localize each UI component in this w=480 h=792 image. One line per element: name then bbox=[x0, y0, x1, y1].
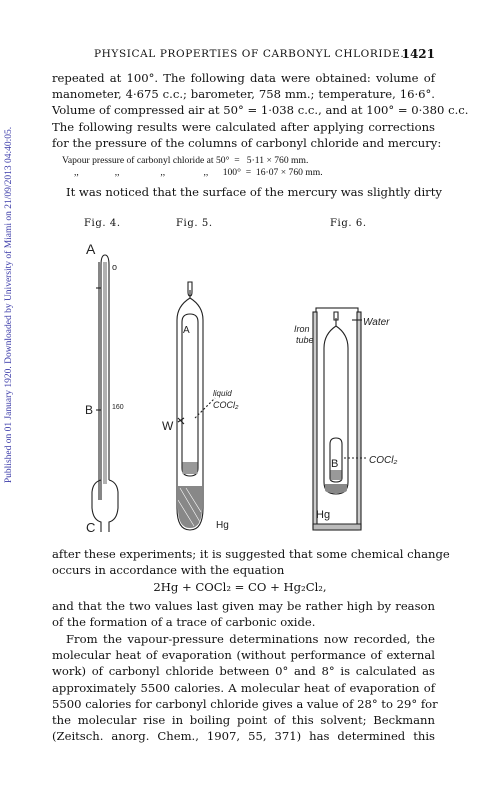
fig4-label-B: B bbox=[85, 403, 94, 417]
text-line: repeated at 100°. The following data were obtained: volume of bbox=[52, 71, 435, 85]
fig4-label-C: C bbox=[86, 520, 96, 535]
fig4-bulb-right bbox=[109, 480, 118, 526]
text-line: approximately 5500 calories. A molecular heat of evaporation of bbox=[52, 680, 435, 695]
fig5-caption: Fig. 5. bbox=[176, 218, 213, 229]
equation: 2Hg + COCl₂ = CO + Hg₂Cl₂, bbox=[153, 580, 327, 594]
fig4-lower-stem bbox=[101, 526, 109, 532]
fig5-label-cocl2: COCl₂ bbox=[213, 400, 239, 410]
fig4-label-0: o bbox=[112, 262, 118, 272]
running-title: PHYSICAL PROPERTIES OF CARBONYL CHLORIDE. bbox=[94, 48, 405, 60]
fig4-tube-outline bbox=[101, 255, 109, 500]
fig5-label-A: A bbox=[183, 325, 190, 336]
text-line: The following results were calculated after applying corrections bbox=[52, 119, 435, 134]
text-line: (Zeitsch. anorg. Chem., 1907, 55, 371) has determined this bbox=[52, 729, 435, 744]
text-line: From the vapour-pressure determinations now recorded, the bbox=[66, 632, 435, 646]
fig4-label-A: A bbox=[86, 241, 96, 257]
fig6-label-B: B bbox=[331, 458, 339, 470]
fig5-liquid-fill bbox=[183, 462, 198, 474]
paragraph-3 bbox=[52, 546, 450, 578]
fig6-water-jacket bbox=[316, 308, 358, 530]
fig5-W-mark bbox=[178, 418, 184, 424]
text-line: work) of carbonyl chloride between 0° and 8° is calculated as bbox=[52, 664, 435, 679]
fig4-label-160: 160 bbox=[112, 404, 124, 411]
vapour-pressure-line-1: Vapour pressure of carbonyl chloride at 50° = 5·11 × 760 mm. bbox=[62, 155, 309, 166]
fig4-caption: Fig. 4. bbox=[84, 218, 121, 229]
paragraph-5 bbox=[52, 631, 438, 744]
text-line: occurs in accordance with the equation bbox=[52, 563, 285, 578]
text-line: It was noticed that the surface of the mercury was slightly dirty bbox=[66, 185, 442, 199]
side-watermark: Published on 01 January 1920. Downloaded by University of Miami on 21/09/2013 04:40:05. bbox=[4, 126, 14, 484]
fig6-iron-tube bbox=[313, 308, 368, 530]
text-line: Volume of compressed air at 50° = 1·038 c.c., and at 100° = 0·380 c.c. bbox=[52, 103, 469, 118]
text-line: the molecular rise in boiling point of this solvent; Beckmann bbox=[52, 713, 435, 728]
fig5-label-W: W bbox=[162, 419, 174, 433]
fig6-label-iron: Iron bbox=[294, 324, 310, 334]
text-line: of the formation of a trace of carbonic oxide. bbox=[52, 615, 316, 630]
fig6-label-tube: tube bbox=[296, 335, 314, 345]
fig6-label-hg: Hg bbox=[316, 509, 331, 521]
fig4-tube-bore bbox=[104, 262, 106, 484]
fig5-sealed-tube bbox=[177, 282, 215, 530]
text-line: 5500 calories for carbonyl chloride gives a value of 28° to 29° for bbox=[52, 696, 438, 711]
fig6-jacket-wall-left bbox=[313, 312, 317, 528]
fig6-jacket-wall-right bbox=[357, 312, 361, 528]
text-line: after these experiments; it is suggested that some chemical change bbox=[52, 547, 450, 561]
fig4-manometer bbox=[92, 255, 118, 532]
page-number: 1421 bbox=[401, 47, 435, 61]
fig6-label-water: Water bbox=[363, 317, 390, 328]
fig6-jacket-base bbox=[313, 524, 361, 530]
text-line: and that the two values last given may be rather high by reason bbox=[52, 599, 435, 613]
fig6-liquid-fill bbox=[331, 470, 342, 480]
text-line: manometer, 4·675 c.c.; barometer, 758 mm.; temperature, 16·6°. bbox=[52, 87, 435, 102]
fig5-label-liquid: liquid bbox=[213, 389, 232, 398]
vapour-pressure-line-2: ,, ,, ,, ,, 100° = 16·07 × 760 mm. bbox=[62, 167, 323, 178]
fig6-caption: Fig. 6. bbox=[330, 218, 367, 229]
text-line: for the pressure of the columns of carbonyl chloride and mercury: bbox=[52, 135, 442, 150]
fig6-mercury-fill bbox=[325, 484, 347, 493]
text-line: molecular heat of evaporation (without performance of external bbox=[52, 648, 435, 663]
fig5-mercury-fill bbox=[178, 486, 202, 528]
fig6-label-cocl2: COCl₂ bbox=[369, 455, 398, 466]
fig5-inner-tube bbox=[182, 314, 198, 476]
paragraph-4 bbox=[52, 598, 435, 630]
fig5-label-hg: Hg bbox=[216, 520, 229, 531]
